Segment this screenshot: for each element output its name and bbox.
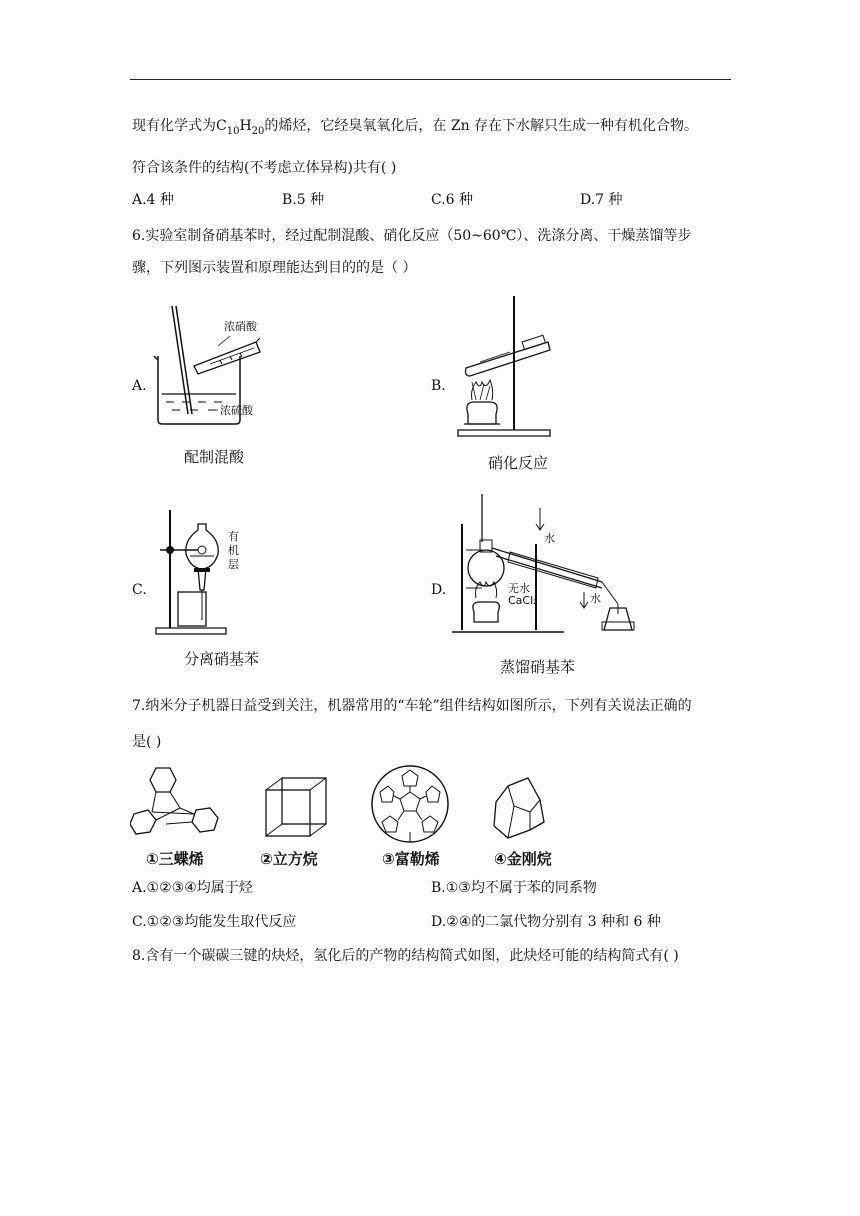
molecule-label-3: ③富勒烯 bbox=[382, 850, 440, 868]
q6-option-a[interactable]: A. bbox=[132, 378, 147, 394]
fig-c-caption: 分离硝基苯 bbox=[184, 650, 260, 668]
molecule-label-1: ①三蝶烯 bbox=[146, 850, 204, 868]
fig-d-caption: 蒸馏硝基苯 bbox=[500, 658, 576, 676]
conc-sulfuric-acid-label: 浓硫酸 bbox=[220, 404, 253, 417]
q7-option-d[interactable]: D.②④的二氯代物分别有 3 种和 6 种 bbox=[431, 914, 661, 930]
organic-layer-label-1: 有 bbox=[228, 530, 239, 543]
q6-option-d[interactable]: D. bbox=[431, 582, 447, 598]
q6-line1: 6.实验室制备硝基苯时，经过配制混酸、硝化反应（50~60℃）、洗涤分离、干燥蒸馏等步 bbox=[132, 228, 692, 244]
header-rule bbox=[130, 79, 731, 80]
q7-line2: 是( ) bbox=[132, 734, 162, 750]
q6-option-c[interactable]: C. bbox=[132, 582, 147, 598]
q7-line1: 7.纳米分子机器日益受到关注，机器常用的“车轮”组件结构如图所示，下列有关说法正确的 bbox=[132, 698, 692, 714]
fig-a-caption: 配制混酸 bbox=[184, 448, 245, 466]
molecule-label-2: ②立方烷 bbox=[260, 850, 318, 868]
q6-option-b[interactable]: B. bbox=[431, 378, 446, 394]
water-outlet-label: 水 bbox=[590, 592, 601, 605]
nitration-apparatus-diagram bbox=[450, 290, 560, 440]
fig-b-caption: 硝化反应 bbox=[488, 454, 549, 472]
distillation-apparatus-diagram bbox=[452, 494, 642, 640]
organic-layer-label-2: 机 bbox=[228, 544, 239, 557]
molecule-label-4: ④金刚烷 bbox=[494, 850, 552, 868]
q5-line1: 现有化学式为$C_{10}H_{20}$的烯烃，它经臭氧氧化后，在 Zn 存在下水解只生成一种有机化合物。 bbox=[132, 118, 699, 137]
triptycene-structure bbox=[130, 764, 222, 846]
q5-option-c[interactable]: C.6 种 bbox=[431, 192, 474, 208]
q7-option-c[interactable]: C.①②③均能发生取代反应 bbox=[132, 914, 297, 930]
cubane-structure bbox=[262, 774, 332, 844]
organic-layer-label-3: 层 bbox=[228, 558, 239, 571]
anhydrous-label: 无水 bbox=[508, 582, 530, 595]
fullerene-structure bbox=[370, 762, 450, 846]
separating-funnel-diagram bbox=[150, 510, 230, 636]
adamantane-structure bbox=[488, 772, 554, 842]
q5-option-b[interactable]: B.5 种 bbox=[282, 192, 325, 208]
conc-nitric-acid-label: 浓硝酸 bbox=[224, 320, 257, 333]
q5-option-a[interactable]: A.4 种 bbox=[132, 192, 174, 208]
water-inlet-label: 水 bbox=[544, 532, 555, 545]
q6-line2: 骤，下列图示装置和原理能达到目的的是（ ） bbox=[132, 260, 417, 276]
q7-option-b[interactable]: B.①③均不属于苯的同系物 bbox=[431, 880, 597, 896]
q5-option-d[interactable]: D.7 种 bbox=[580, 192, 623, 208]
q8-line1: 8.含有一个碳碳三键的炔烃，氢化后的产物的结构简式如图，此炔烃可能的结构简式有( ) bbox=[132, 948, 679, 964]
q7-option-a[interactable]: A.①②③④均属于烃 bbox=[132, 880, 253, 896]
cacl2-label: CaCl₂ bbox=[508, 594, 538, 607]
q5-line2: 符合该条件的结构(不考虑立体异构)共有( ) bbox=[132, 160, 397, 176]
